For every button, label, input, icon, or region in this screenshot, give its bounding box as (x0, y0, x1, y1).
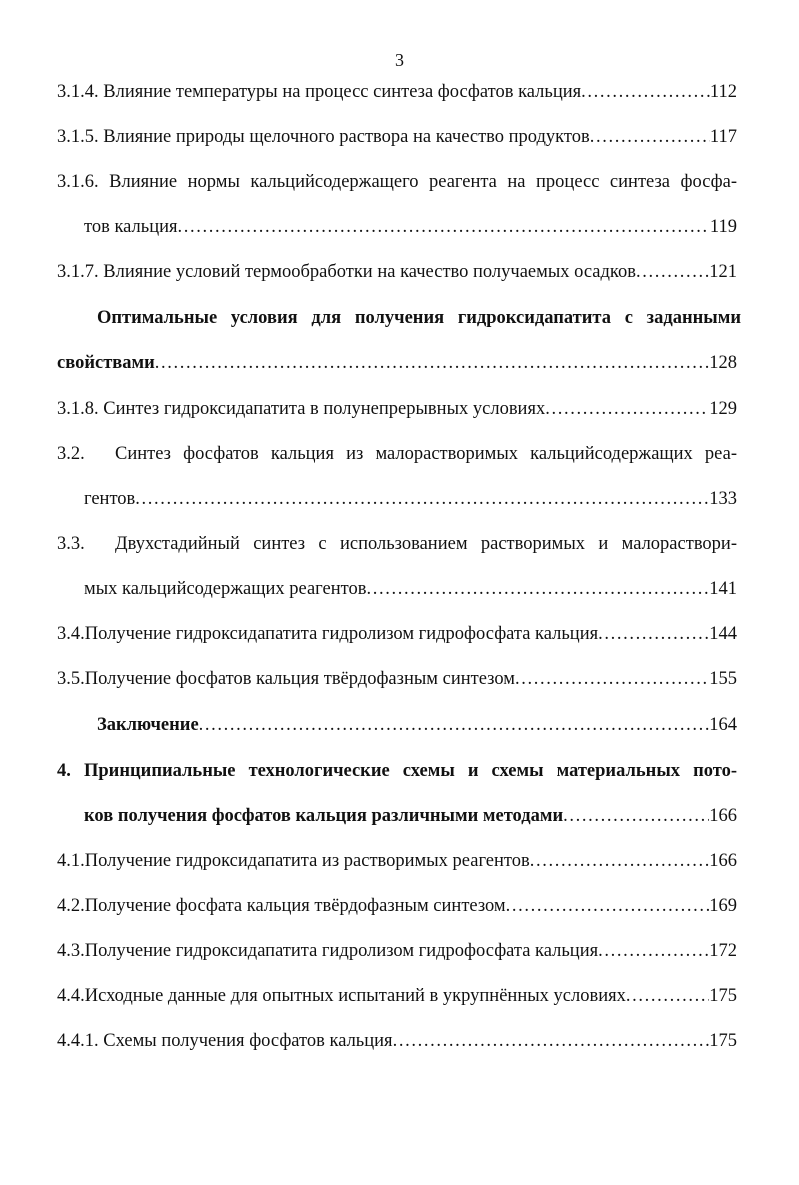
toc-entry-title: 3.1.7. Влияние условий термообработки на качество получаемых осадков (57, 262, 636, 282)
toc-entry-number: 4.4. (57, 986, 85, 1006)
toc-entry-3-1-7 (57, 260, 737, 284)
toc-leader-dots (530, 849, 710, 873)
toc-entry-title: Исходные данные для опытных испытаний в укрупнённых условиях (84, 986, 626, 1006)
toc-entry-conclusion (97, 713, 737, 737)
toc-entry-title: Двухстадийный синтез с использованием растворимых и малораствори- (115, 534, 737, 554)
toc-page-number: 166 (709, 806, 737, 826)
toc-entry-4-line2 (84, 804, 737, 828)
toc-entry-4-4 (57, 984, 737, 1008)
toc-entry-3-1-4 (57, 80, 737, 104)
toc-leader-dots (135, 487, 709, 511)
toc-entry-title: 3.1.8. Синтез гидроксидапатита в полунепрерывных условиях (57, 399, 546, 419)
toc-entry-4-line1 (57, 759, 737, 783)
toc-entry-title: Получение гидроксидапатита гидролизом гидрофосфата кальция (84, 941, 599, 961)
toc-entry-3-2-line2 (84, 487, 737, 511)
toc-entry-4-1 (57, 849, 737, 873)
toc-leader-dots (366, 577, 709, 601)
toc-entry-title: гентов (84, 489, 136, 509)
toc-leader-dots (590, 125, 710, 149)
toc-page-number: 175 (709, 986, 737, 1006)
toc-entry-3-2-line1 (57, 442, 737, 466)
toc-entry-number: 4.1. (57, 851, 85, 871)
toc-page-number: 129 (709, 399, 737, 419)
toc-page-number: 117 (709, 127, 737, 147)
toc-leader-dots (598, 622, 709, 646)
toc-leader-dots (545, 397, 709, 421)
toc-leader-dots (199, 713, 710, 737)
toc-entry-number: 3.5. (57, 669, 85, 689)
toc-leader-dots (598, 939, 709, 963)
toc-entry-title: 3.1.5. Влияние природы щелочного раствора на качество продуктов (57, 127, 590, 147)
toc-entry-title: тов кальция (84, 217, 178, 237)
toc-leader-dots (178, 215, 710, 239)
toc-page-number: 112 (709, 82, 737, 102)
toc-entry-title: свойствами (57, 353, 155, 373)
toc-page-number: 119 (709, 217, 737, 237)
toc-entry-3-1-8 (57, 397, 737, 421)
toc-entry-3-1-6-line2 (84, 215, 737, 239)
toc-entry-title: Синтез фосфатов кальция из малорастворимых кальцийсодержащих реа- (115, 444, 737, 464)
toc-leader-dots (636, 260, 709, 284)
toc-entry-number: 3.4. (57, 624, 85, 644)
toc-entry-4-4-1 (57, 1029, 737, 1053)
toc-entry-number: 3.3. (57, 534, 85, 554)
toc-leader-dots (563, 804, 709, 828)
toc-entry-title: Заключение (97, 715, 199, 735)
toc-page-number: 141 (709, 579, 737, 599)
toc-entry-3-1-5 (57, 125, 737, 149)
toc-entry-3-3-line1 (57, 532, 737, 556)
page-number: 3 (395, 50, 404, 70)
toc-entry-title: Получение фосфата кальция твёрдофазным синтезом (84, 896, 506, 916)
toc-entry-optimal-line2 (57, 351, 737, 375)
toc-page-number: 164 (709, 715, 737, 735)
toc-entry-title: Принципиальные технологические схемы и схемы материальных пото- (84, 761, 737, 781)
toc-leader-dots (155, 351, 709, 375)
toc-entry-4-3 (57, 939, 737, 963)
toc-entry-title: мых кальцийсодержащих реагентов (84, 579, 367, 599)
toc-page-number: 166 (709, 851, 737, 871)
toc-entry-number: 4.2. (57, 896, 85, 916)
toc-page-number: 172 (709, 941, 737, 961)
toc-entry-title: 3.1.4. Влияние температуры на процесс синтеза фосфатов кальция (57, 82, 582, 102)
toc-leader-dots (581, 80, 710, 104)
toc-page-number: 144 (709, 624, 737, 644)
toc-entry-3-3-line2 (84, 577, 737, 601)
toc-entry-title: 4.4.1. Схемы получения фосфатов кальция (57, 1031, 393, 1051)
toc-entry-3-4 (57, 622, 737, 646)
toc-leader-dots (515, 667, 709, 691)
toc-page-number: 128 (709, 353, 737, 373)
toc-entry-title: Получение гидроксидапатита из растворимых реагентов (84, 851, 530, 871)
toc-page-number: 155 (709, 669, 737, 689)
toc-page-number: 133 (709, 489, 737, 509)
toc-entry-3-1-6-line1: 3.1.6. Влияние нормы кальцийсодержащего реагента на процесс синтеза фосфа- (57, 172, 737, 192)
toc-entry-title: Получение гидроксидапатита гидролизом гидрофосфата кальция (84, 624, 599, 644)
toc-entry-title: Получение фосфатов кальция твёрдофазным синтезом (84, 669, 515, 689)
toc-entry-number: 4.3. (57, 941, 85, 961)
toc-leader-dots (393, 1029, 710, 1053)
toc-entry-3-5 (57, 667, 737, 691)
toc-entry-title: ков получения фосфатов кальция различными методами (84, 806, 564, 826)
toc-entry-number: 3.2. (57, 444, 85, 464)
toc-leader-dots (626, 984, 709, 1008)
toc-entry-4-2 (57, 894, 737, 918)
toc-page-number: 169 (709, 896, 737, 916)
toc-page-number: 175 (709, 1031, 737, 1051)
toc-leader-dots (506, 894, 710, 918)
toc-page-number: 121 (709, 262, 737, 282)
toc-entry-number: 4. (57, 761, 71, 781)
toc-entry-optimal-line1: Оптимальные условия для получения гидроксидапатита с заданными (97, 308, 741, 328)
